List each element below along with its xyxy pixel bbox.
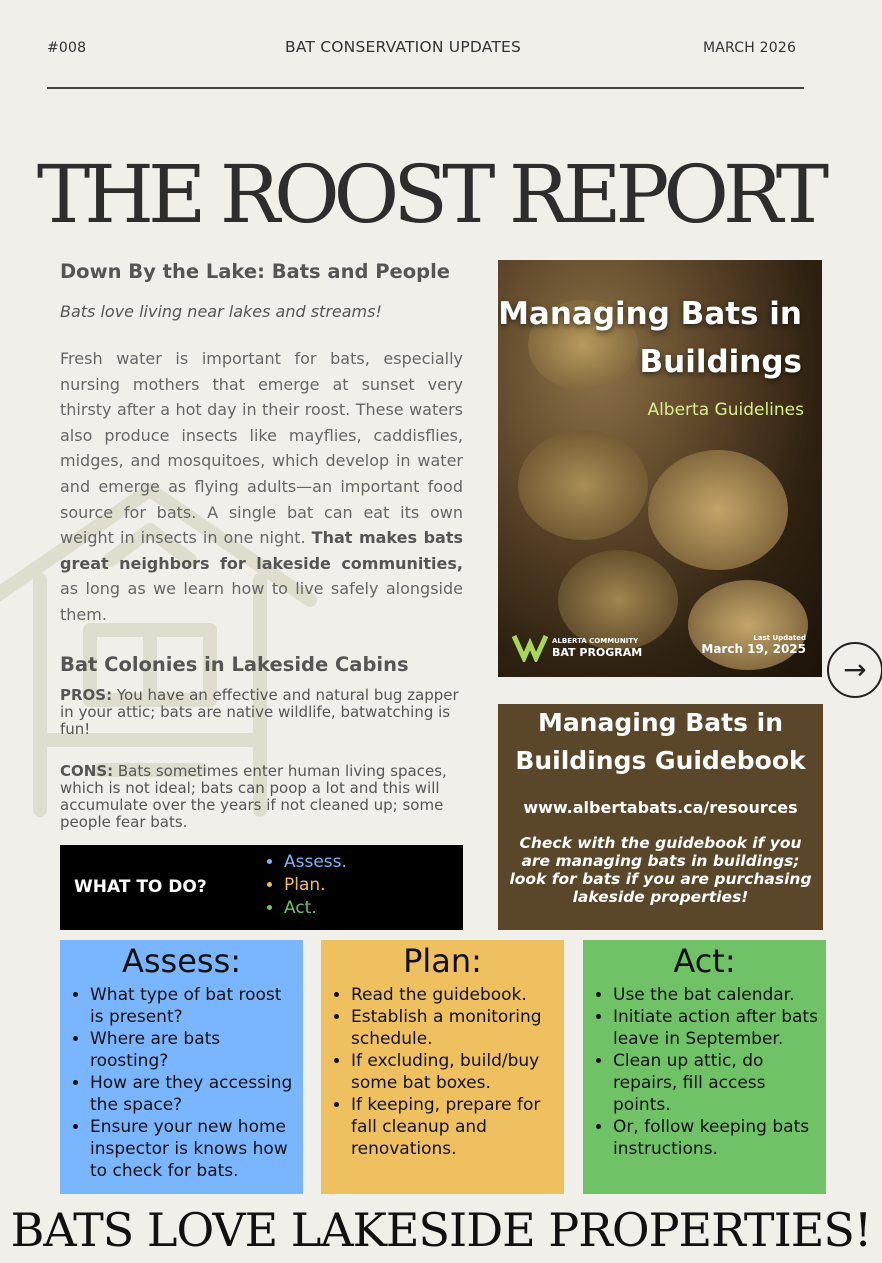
- pros-body: You have an effective and natural bug zapper in your attic; bats are native wildlife, batwatching is fun!: [60, 686, 459, 738]
- bat-shape: [558, 550, 678, 650]
- pros-text: [60, 687, 460, 738]
- what-to-do-assess: • Assess.: [284, 851, 347, 874]
- program-line1: ALBERTA COMMUNITY: [552, 637, 639, 645]
- plan-item: • If excluding, build/buy some bat boxes.: [351, 1050, 558, 1094]
- arrow-right-icon: →: [843, 653, 867, 686]
- issue-number: #008: [47, 40, 87, 56]
- what-to-do-act: • Act.: [284, 897, 347, 920]
- cover-title: [498, 290, 802, 386]
- what-to-do-box: [60, 845, 463, 930]
- cover-subtitle: Alberta Guidelines: [647, 400, 804, 420]
- assess-title: Assess:: [121, 942, 242, 980]
- plan-card: [321, 940, 564, 1194]
- cons-label: CONS:: [60, 762, 114, 780]
- guidebook-description: Check with the guidebook if you are managing bats in buildings; look for bats if you are purchasing lakeside properties!: [509, 834, 812, 906]
- assess-list: [60, 984, 303, 1182]
- article-body-bold: That makes bats great neighbors for lakeside communities,: [60, 528, 463, 573]
- act-list: [583, 984, 826, 1160]
- bat-shape: [648, 450, 788, 570]
- article-subheading: Bats love living near lakes and streams!: [60, 302, 382, 321]
- guidebook-box: [498, 704, 823, 930]
- what-to-do-plan: • Plan.: [284, 874, 347, 897]
- plan-list: [321, 984, 564, 1160]
- act-title: Act:: [673, 942, 736, 980]
- what-to-do-label: WHAT TO DO?: [74, 877, 207, 897]
- article-body-text: Fresh water is important for bats, especially nursing mothers that emerge at sunset very thirsty after a hot day in their roost. These waters also produce insects like mayflies, caddisflies, midges, and mosquitoes, which develop in water and emerge as flying adults—an important food source for bats. A single bat can eat its own weight in insects in one night.: [60, 349, 463, 548]
- assess-item: • Where are bats roosting?: [90, 1028, 297, 1072]
- bat-shape: [518, 430, 648, 540]
- masthead-title: THE ROOST REPORT: [36, 148, 824, 241]
- guidebook-title: Managing Bats in Buildings Guidebook: [515, 708, 806, 775]
- cover-title-line1: Managing Bats in: [498, 296, 802, 332]
- next-arrow-button[interactable]: [827, 642, 882, 698]
- plan-item: • Read the guidebook.: [351, 984, 558, 1006]
- bat-shape: [688, 580, 808, 670]
- issue-date: MARCH 2026: [703, 40, 797, 56]
- cover-updated-date: March 19, 2025: [701, 642, 806, 656]
- article-body: [60, 346, 463, 628]
- assess-card: [60, 940, 303, 1194]
- assess-item: • Ensure your new home inspector is knows how to check for bats.: [90, 1116, 297, 1182]
- guidebook-url-link[interactable]: www.albertabats.ca/resources: [523, 798, 798, 817]
- plan-item: • If keeping, prepare for fall cleanup and renovations.: [351, 1094, 558, 1160]
- plan-item: • Establish a monitoring schedule.: [351, 1006, 558, 1050]
- plan-title: Plan:: [403, 942, 482, 980]
- article-body-end: as long as we learn how to live safely alongside them.: [60, 579, 463, 624]
- header-divider: [47, 87, 804, 89]
- what-to-do-list: [262, 851, 347, 920]
- act-item: • Use the bat calendar.: [613, 984, 820, 1006]
- act-item: • Initiate action after bats leave in September.: [613, 1006, 820, 1050]
- article-heading: Down By the Lake: Bats and People: [60, 260, 450, 283]
- program-line2: BAT PROGRAM: [552, 646, 643, 659]
- colonies-heading: Bat Colonies in Lakeside Cabins: [60, 653, 409, 676]
- act-card: [583, 940, 826, 1194]
- cons-text: [60, 763, 465, 831]
- act-item: • Or, follow keeping bats instructions.: [613, 1116, 820, 1160]
- cover-updated: [701, 634, 806, 656]
- cover-title-line2: Buildings: [639, 344, 802, 380]
- program-logo-icon: [512, 632, 548, 666]
- footer-slogan: BATS LOVE LAKESIDE PROPERTIES!: [10, 1203, 872, 1257]
- program-name: [552, 636, 642, 658]
- pros-label: PROS:: [60, 686, 113, 704]
- act-item: • Clean up attic, do repairs, fill access points.: [613, 1050, 820, 1116]
- cover-updated-label: Last Updated: [753, 634, 806, 642]
- guidebook-cover-image[interactable]: [498, 260, 822, 677]
- newsletter-title: BAT CONSERVATION UPDATES: [285, 38, 522, 56]
- assess-item: • How are they accessing the space?: [90, 1072, 297, 1116]
- assess-item: • What type of bat roost is present?: [90, 984, 297, 1028]
- cons-body: Bats sometimes enter human living spaces, which is not ideal; bats can poop a lot and this will accumulate over the years if not cleaned up; some people fear bats.: [60, 762, 447, 831]
